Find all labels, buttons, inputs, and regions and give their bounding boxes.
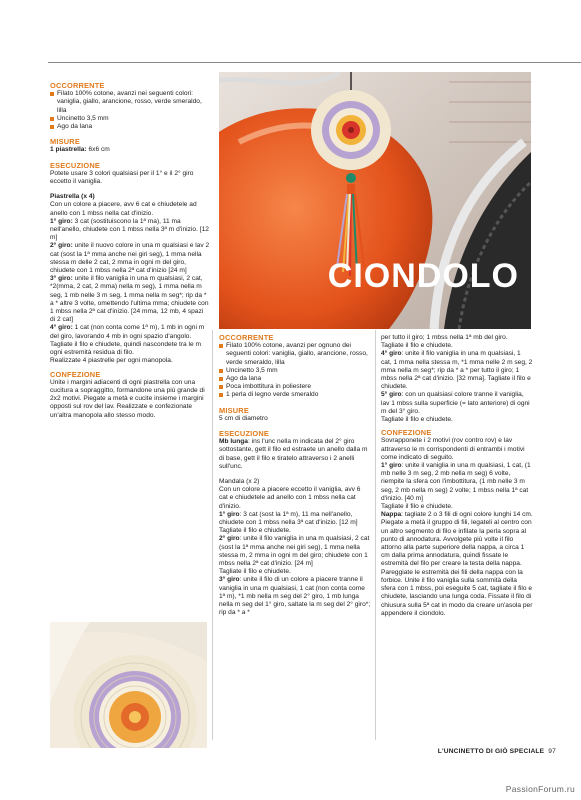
paragraph: Con un colore a piacere eccetto il vaniglia, avv 6 cat e chiudetele ad anello con 1 mbss nella cat d'inizio. [219,486,361,510]
list-item: Poca imbottitura in poliestere [219,383,371,391]
section-title: CONFEZIONE [381,428,432,438]
pendant-photo [219,72,531,329]
paragraph: 3° giro: unite il filo vaniglia in una m qualsiasi, 2 cat, *2(mma, 2 cat, 2 mma) nella m seg), 1 mma nella m seg, 1 mb nelle 3 m seg, 1 mma nella m seg*; rip da * a * altre 3 volte, omettendo l'ultima mma; chiudete con 1 mbss nella 2ª cat d'inizio. [24 mma, 12 mb, 4 spazi di 2 cat] [50,275,209,324]
column-divider [212,330,213,740]
right-column [381,334,533,618]
paragraph: Unite i margini adiacenti di ogni piastrella con una cucitura a sopraggitto, formandone una più grande di 2x2 motivi. Piegate a metà e cucite insieme i margini opposti sul rov del lav. Realizzate e confezionate un'altra manopola allo stesso modo. [50,378,205,419]
top-rule [48,62,581,63]
section-title: ESECUZIONE [219,429,270,439]
paragraph: Tagliate il filo e chiudete. [381,342,453,350]
subsection-title: Mandala (x 2) [219,478,260,486]
paragraph: 2° giro: unite il filo vaniglia in una m qualsiasi, 2 cat (sost la 1ª mma anche nei giri seg), 1 mma nella stessa m, 2 mma in ogni m del giro; chiudete con 1 mbss nella 2ª cat d'inizio. [24 m] [219,535,370,568]
page-footer [438,748,556,755]
section-title: CONFEZIONE [50,369,101,379]
paragraph: Sovrapponete i 2 motivi (rov contro rov) e lav attraverso le m corrispondenti di entrambi i motivi come indicato di seguito. [381,437,525,461]
magazine-name: L'UNCINETTO DI GIÒ SPECIALE [437,748,545,755]
paragraph: 1° giro: 3 cat (sost la 1ª m), 11 ma nell'anello, chiudete con 1 mbss nella 3ª cat d'inizio. [12 m] [219,510,358,527]
paragraph: 5° giro: con un qualsiasi colore tranne il vaniglia, lav 1 mbss sulla superficie (= lato anteriore) di ogni m del 3° giro. [381,391,530,415]
section-title: ESECUZIONE [50,160,101,170]
section-title: OCCORRENTE [219,333,274,342]
paragraph: 2° giro: unite il nuovo colore in una m qualsiasi e lav 2 cat (sost la 1ª mma anche nei giri seg), 1 mma nella stessa m delle 2 cat, 2 mma in ogni m del giro, chiudete con 1 mbss nella 2ª cat d'inizio [24 m] [50,242,210,275]
subsection-title: Piastrella (x 4) [50,193,95,201]
list-item: Filato 100% cotone, avanzi nei seguenti colori: vaniglia, giallo, arancione, rosso, verde smeraldo, lilla [50,90,210,115]
materials-list [219,342,371,399]
paragraph: 3° giro: unite il filo di un colore a piacere tranne il vaniglia in una m qualsiasi, 1 cat (non conta come 1ª m), *1 mb nella m seg del 2° giro, 1 mb lunga nella m seg del 1° giro, saltate la m seg del 2° giro*; rip da * a * [219,576,371,617]
crochet-grip-illustration [50,622,207,748]
section-title: MISURE [219,405,249,415]
measure-text: 1 piastrella: 6x6 cm [50,146,110,154]
pendant-title: CIONDOLO [327,257,519,295]
paragraph: 1° giro: 3 cat (sostituiscono la 1ª ma), 11 ma nell'anello, chiudete con 1 mbss nella 3ª m d'inizio. [12 m] [50,217,209,242]
paragraph: Mb lunga: ins l'unc nella m indicata del 2° giro sottostante, gett il filo ed estraete un anello dalla m di base, gett il filo e tiratelo attraverso i 2 anelli sull'unc. [219,438,368,470]
paragraph: Nappa: tagliate 2 o 3 fili di ogni colore lunghi 14 cm. Piegate a metà il gruppo di fili, legateli al centro con un altro segmento di filo e infilate la perla sopra al punto di annodatura. Avvolgete più volte il filo attorno alla parte superiore della nappa, a circa 1 cm dalla prima annodatura, quindi fissate le estremità del filo per creare la testa della nappa. Pareggiate le estremità dei fili della nappa con la forbice. Unite il filo vaniglia sulla sommità della sfera con 1 mbss, poi eseguite 5 cat, tagliate il filo e chiudete, lasciando una lunga coda. Fissate il filo di chiusura sulla 5ª cat in modo da creare un'asola per appendere il ciondolo. [381,511,533,617]
section-title: MISURE [50,137,80,147]
paragraph: per tutto il giro; 1 mbss nella 1ª mb del giro. [381,334,508,341]
paragraph: Potete usare 3 colori qualsiasi per il 1° e il 2° giro eccetto il vaniglia. [50,169,194,186]
list-item: Uncinetto 3,5 mm [50,115,210,123]
paragraph: 4° giro: unite il filo vaniglia in una m qualsiasi, 1 cat, 1 mma nella stessa m, *1 mma nelle 2 m seg, 2 mma nella m seg*; rip da * a * per tutto il giro; 1 mbss nella 2ª cat d'inizio. [32 mma]. Tagliate il filo e chiudete. [381,350,533,391]
list-item: Filato 100% cotone, avanzi per ognuno dei seguenti colori: vaniglia, giallo, arancione, rosso, verde smeraldo, lilla [219,342,371,367]
paragraph: Tagliate il filo e chiudete. [381,503,453,511]
left-column [50,82,210,420]
paragraph: Tagliate il filo e chiudete. [219,568,291,576]
paragraph: 5 cm di diametro [219,414,268,422]
handlebar-grip-photo [50,622,207,748]
page-number: 97 [548,748,556,755]
paragraph: 1° giro: unite il vaniglia in una m qualsiasi, 1 cat, (1 mb nelle 3 m seg, 2 mb nella m seg) 6 volte, riempite la sfera con l'imbottitura, (1 mb nelle 3 m seg, 2 mb nella m seg) 2 volte; 1 mbss nella 1ª cat d'inizio. [40 m] [381,462,531,502]
section-title: OCCORRENTE [50,81,105,90]
paragraph: Con un colore a piacere, avv 6 cat e chiudetele ad anello con 1 mbss nella cat d'inizio. [50,201,197,217]
list-item: Uncinetto 3,5 mm [219,367,371,375]
middle-column [219,334,371,618]
watermark: PassionForum.ru [505,784,575,794]
pendant-illustration [219,72,531,329]
materials-list [50,90,210,131]
paragraph: Realizzate 4 piastrelle per ogni manopola. [50,357,173,365]
paragraph: Tagliate il filo e chiudete. [219,527,291,535]
column-divider [375,330,376,740]
list-item: Ago da lana [219,375,371,383]
list-item: 1 perla di legno verde smeraldo [219,391,371,399]
paragraph: Tagliate il filo e chiudete, quindi nascondete tra le m ogni estremità residua di filo. [50,340,202,357]
paragraph: Tagliate il filo e chiudete. [381,416,453,424]
list-item: Ago da lana [50,123,210,131]
paragraph: 4° giro: 1 cat (non conta come 1ª m), 1 mb in ogni m del giro, lavorando 4 mb in ogni spazio d'angolo. [50,324,205,340]
